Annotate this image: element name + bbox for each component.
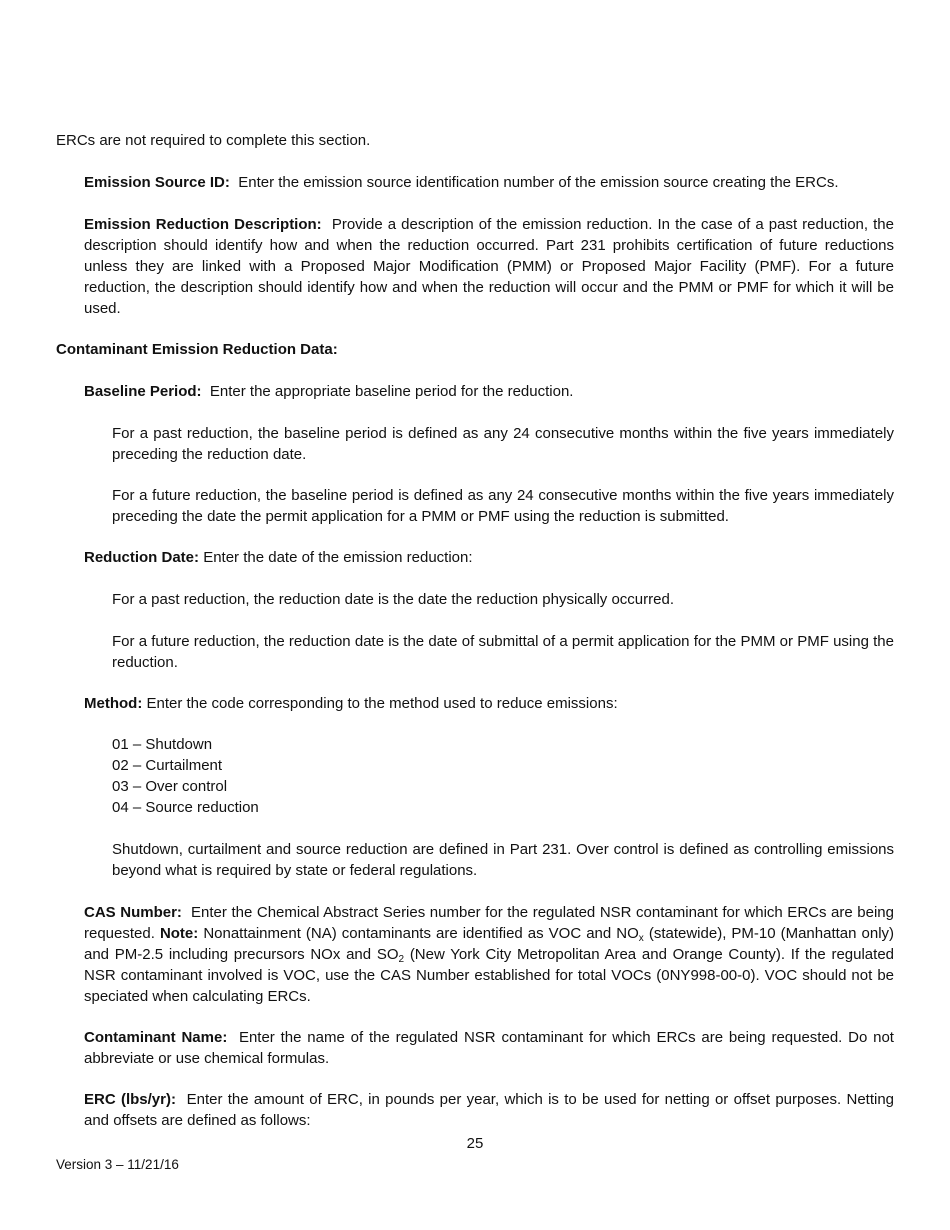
reduction-date-label: Reduction Date: xyxy=(84,549,200,566)
reduction-date-text: Enter the date of the emission reduction: xyxy=(203,549,473,566)
method-note: Shutdown, curtailment and source reduction are defined in Part 231. Over control is defined as controlling emissions beyond what is required by state or federal regulations. xyxy=(112,841,894,879)
method-paragraph xyxy=(84,693,894,714)
note-label: Note: xyxy=(159,925,199,942)
contaminant-name-paragraph xyxy=(84,1027,894,1069)
list-item: 01 – Shutdown xyxy=(112,736,213,753)
baseline-period-paragraph xyxy=(84,381,894,402)
erc-paragraph xyxy=(84,1089,894,1131)
contaminant-heading: Contaminant Emission Reduction Data: xyxy=(56,341,338,358)
cas-note-text-2: (statewide), PM-10 (Manhattan only) and PM-2.5 including precursors NOx and SO xyxy=(84,925,895,963)
baseline-period-label: Baseline Period: xyxy=(84,383,202,400)
method-text: Enter the code corresponding to the method used to reduce emissions: xyxy=(146,695,618,712)
reduction-date-past: For a past reduction, the reduction date is the date the reduction physically occurred. xyxy=(112,591,674,608)
subscript-2: 2 xyxy=(398,954,405,965)
baseline-period-text: Enter the appropriate baseline period for the reduction. xyxy=(209,383,574,400)
cas-note-text-3: (New York City Metropolitan Area and Orange County). If the regulated NSR contaminant involved is VOC, use the CAS Number established for total VOCs (0NY998-00-0). VOC should not be speciated when calculating ERCs. xyxy=(84,946,894,1005)
reduction-date-paragraph xyxy=(84,547,894,568)
baseline-period-future: For a future reduction, the baseline period is defined as any 24 consecutive months within the five years immediately preceding the date the permit application for a PMM or PMF using the reduction is submitted. xyxy=(112,487,894,525)
erc-text: Enter the amount of ERC, in pounds per year, which is to be used for netting or offset purposes. Netting and offsets are defined as follows: xyxy=(84,1091,895,1129)
cas-number-label: CAS Number: xyxy=(84,904,182,921)
list-item: 03 – Over control xyxy=(112,778,228,795)
emission-reduction-description-text: Provide a description of the emission reduction. In the case of a past reduction, the description should identify how and when the reduction occurred. Part 231 prohibits certification of future reductions unless they are linked with a Proposed Major Modification (PMM) or Proposed Major Facility (PMF). For a future reduction, the description should identify how and when the reduction will occur and the PMM or PMF for which it will be used. xyxy=(84,216,894,317)
version-footer: Version 3 – 11/21/16 xyxy=(56,1157,179,1172)
cas-number-paragraph xyxy=(84,902,894,1007)
emission-source-id-paragraph xyxy=(84,172,894,193)
baseline-period-past: For a past reduction, the baseline period is defined as any 24 consecutive months within the five years immediately preceding the reduction date. xyxy=(112,425,894,463)
method-label: Method: xyxy=(84,695,143,712)
page-number: 25 xyxy=(466,1135,484,1152)
erc-label: ERC (lbs/yr): xyxy=(84,1091,176,1108)
cas-note-text: Nonattainment (NA) contaminants are identified as VOC and NO xyxy=(203,925,639,942)
reduction-date-future: For a future reduction, the reduction date is the date of submittal of a permit application for the PMM or PMF using the reduction. xyxy=(112,633,894,671)
contaminant-name-text: Enter the name of the regulated NSR contaminant for which ERCs are being requested. Do not abbreviate or use chemical formulas. xyxy=(84,1029,894,1067)
intro-text: ERCs are not required to complete this section. xyxy=(56,132,371,149)
subscript-x: x xyxy=(638,933,644,944)
emission-reduction-description-paragraph xyxy=(84,214,894,319)
emission-source-id-text: Enter the emission source identification number of the emission source creating the ERCs. xyxy=(238,174,839,191)
list-item: 02 – Curtailment xyxy=(112,757,223,774)
emission-reduction-description-label: Emission Reduction Description: xyxy=(84,216,322,233)
method-code-list xyxy=(112,734,259,818)
cas-number-text: Enter the Chemical Abstract Series number for the regulated NSR contaminant for which ERCs are being requested. xyxy=(84,904,894,942)
emission-source-id-label: Emission Source ID: xyxy=(84,174,230,191)
list-item: 04 – Source reduction xyxy=(112,799,259,816)
contaminant-name-label: Contaminant Name: xyxy=(84,1029,228,1046)
